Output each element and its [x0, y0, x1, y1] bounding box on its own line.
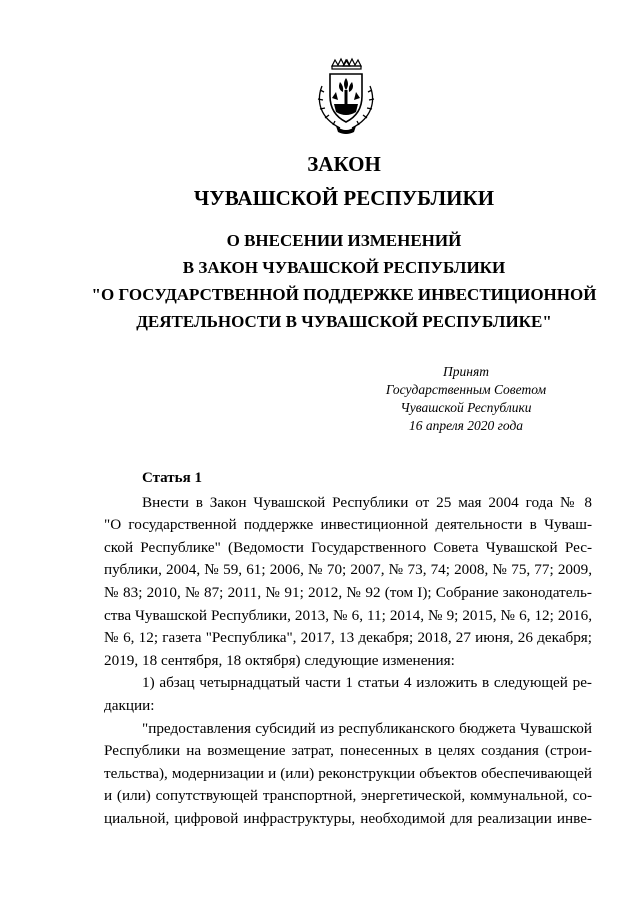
law-subject-block: [0, 227, 640, 335]
quote-line: циальной, цифровой инфраструктуры, необходимой для реализации инве-: [104, 809, 592, 827]
intro-line: публики, 2004, № 59, 61; 2006, № 70; 2007, № 73, 74; 2008, № 75, 77; 2009,: [104, 561, 592, 579]
intro-line: № 6, 12; газета "Республика", 2017, 13 декабря; 2018, 27 июня, 26 декабря;: [104, 629, 592, 647]
quote-line: Республики на возмещение затрат, понесенных в целях создания (строи-: [104, 742, 592, 760]
item1-line: дакции:: [104, 696, 155, 714]
law-title-line2: ЧУВАШСКОЙ РЕСПУБЛИКИ: [193, 186, 495, 210]
adoption-line1: Принят: [443, 364, 489, 379]
subject-line3: "О ГОСУДАРСТВЕННОЙ ПОДДЕРЖКЕ ИНВЕСТИЦИОННОЙ: [91, 285, 597, 304]
item-1-paragraph: [104, 672, 592, 717]
intro-line: ства Чувашской Республики, 2013, № 6, 11; 2014, № 9; 2015, № 6, 12; 2016,: [104, 606, 592, 624]
subject-line2: В ЗАКОН ЧУВАШСКОЙ РЕСПУБЛИКИ: [182, 258, 506, 277]
quoted-amendment-paragraph: [104, 718, 592, 831]
law-title-block: [0, 147, 640, 215]
intro-line: "О государственной поддержке инвестиционной деятельности в Чуваш-: [104, 516, 592, 534]
adoption-line3: Чувашской Республики: [400, 400, 532, 415]
adoption-date: 16 апреля 2020 года: [408, 418, 524, 433]
article-intro-paragraph: [104, 492, 592, 673]
coat-of-arms-emblem: [310, 56, 382, 136]
subject-line4: ДЕЯТЕЛЬНОСТИ В ЧУВАШСКОЙ РЕСПУБЛИКЕ": [136, 312, 552, 331]
article-heading: Статья 1: [142, 470, 202, 486]
item1-line: 1) абзац четырнадцатый части 1 статьи 4 изложить в следующей ре-: [142, 674, 592, 692]
article-body: [104, 467, 592, 831]
intro-line: 2019, 18 сентября, 18 октября) следующие изменения:: [104, 651, 455, 669]
adoption-line2: Государственным Советом: [385, 382, 547, 397]
quote-line: и (или) сопутствующей транспортной, энергетической, коммунальной, со-: [104, 787, 592, 805]
subject-line1: О ВНЕСЕНИИ ИЗМЕНЕНИЙ: [226, 231, 462, 250]
intro-line: № 83; 2010, № 87; 2011, № 91; 2012, № 92 (том I); Собрание законодатель-: [104, 583, 592, 601]
quote-line: "предоставления субсидий из республиканского бюджета Чувашской: [142, 719, 592, 737]
adoption-note: [356, 363, 576, 435]
law-title-line1: ЗАКОН: [307, 152, 381, 176]
intro-line: Внести в Закон Чувашской Республики от 25 мая 2004 года № 8: [142, 493, 592, 511]
quote-line: тельства), модернизации и (или) реконструкции объектов обеспечивающей: [104, 764, 592, 782]
intro-line: ской Республике" (Ведомости Государственного Совета Чувашской Рес-: [104, 538, 592, 556]
